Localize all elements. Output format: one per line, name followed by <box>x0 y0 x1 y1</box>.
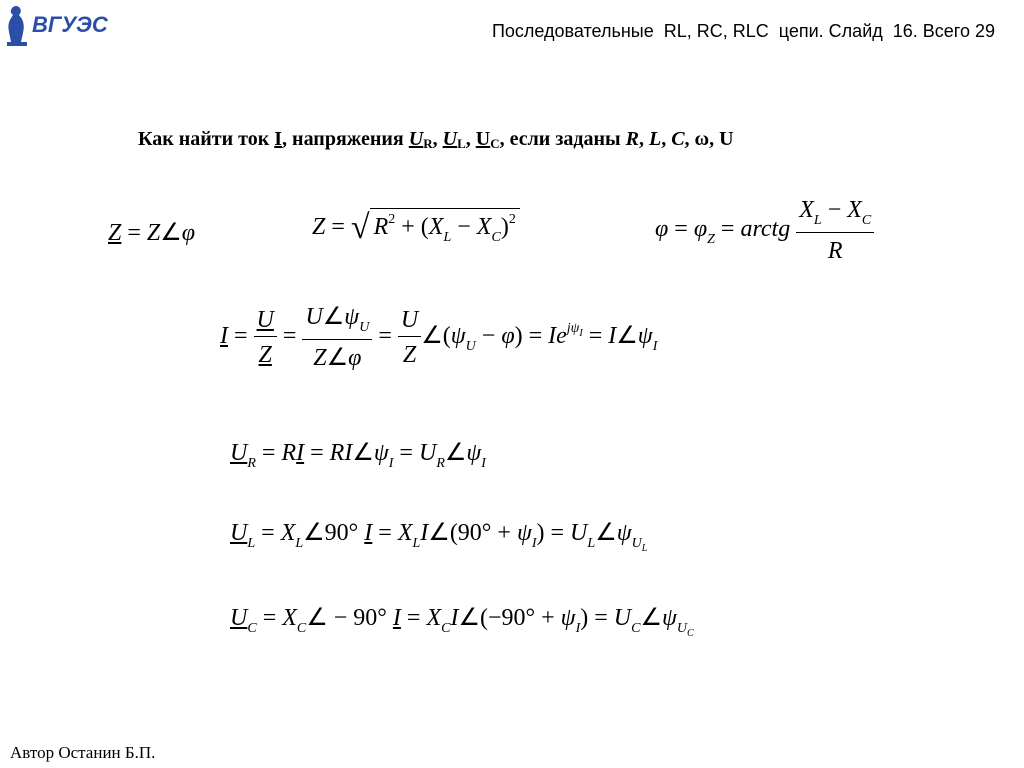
formula-phase-angle: $\varphi = \varphi_Z$ = arctg $\frac{X_L - X_C}{R}$ <box>655 198 874 263</box>
university-logo <box>2 2 117 50</box>
question-heading: Как найти ток I, напряжения $U_R$, $U_L$, $U_C$, если заданы R, L, C, ω, U <box>138 128 734 151</box>
logo-text: ВГУЭС <box>32 12 108 37</box>
formula-voltage-capacitor: $U_C$ = $X_C\angle - 90^\circ$ $I = X_CI\angle(-90^\circ + \psi_I)$ = $U_C\angle\psi_{U_C}$ <box>230 605 694 639</box>
formula-voltage-inductor: $U_L$ = $X_L\angle 90^\circ$ $I = X_LI\angle(90^\circ + \psi_I)$ = $U_L\angle\psi_{U_L}$ <box>230 520 648 554</box>
formula-current: I = $\frac{U}{Z}$ = $\frac{U\angle\psi_U}{Z\angle\varphi}$ = $\frac{U}{Z}$ $\angle(\psi_U - \varphi) = Ie^{j\psi_I}$ = $I\angle\psi_I$ <box>220 304 658 371</box>
formula-voltage-resistor: $U_R$ = RI = $RI\angle\psi_I$ = $U_R\angle\psi_I$ <box>230 440 486 471</box>
formula-impedance-magnitude: Z = √ $R^2 + (X_L - X_C)^2$ <box>312 208 520 245</box>
slide-title: Последовательные RL, RC, RLC цепи. Слайд 16. Всего 29 <box>491 21 995 41</box>
formula-impedance-polar: Z = Z∠φ <box>108 220 196 246</box>
author-credit: Автор Останин Б.П. <box>10 743 156 762</box>
